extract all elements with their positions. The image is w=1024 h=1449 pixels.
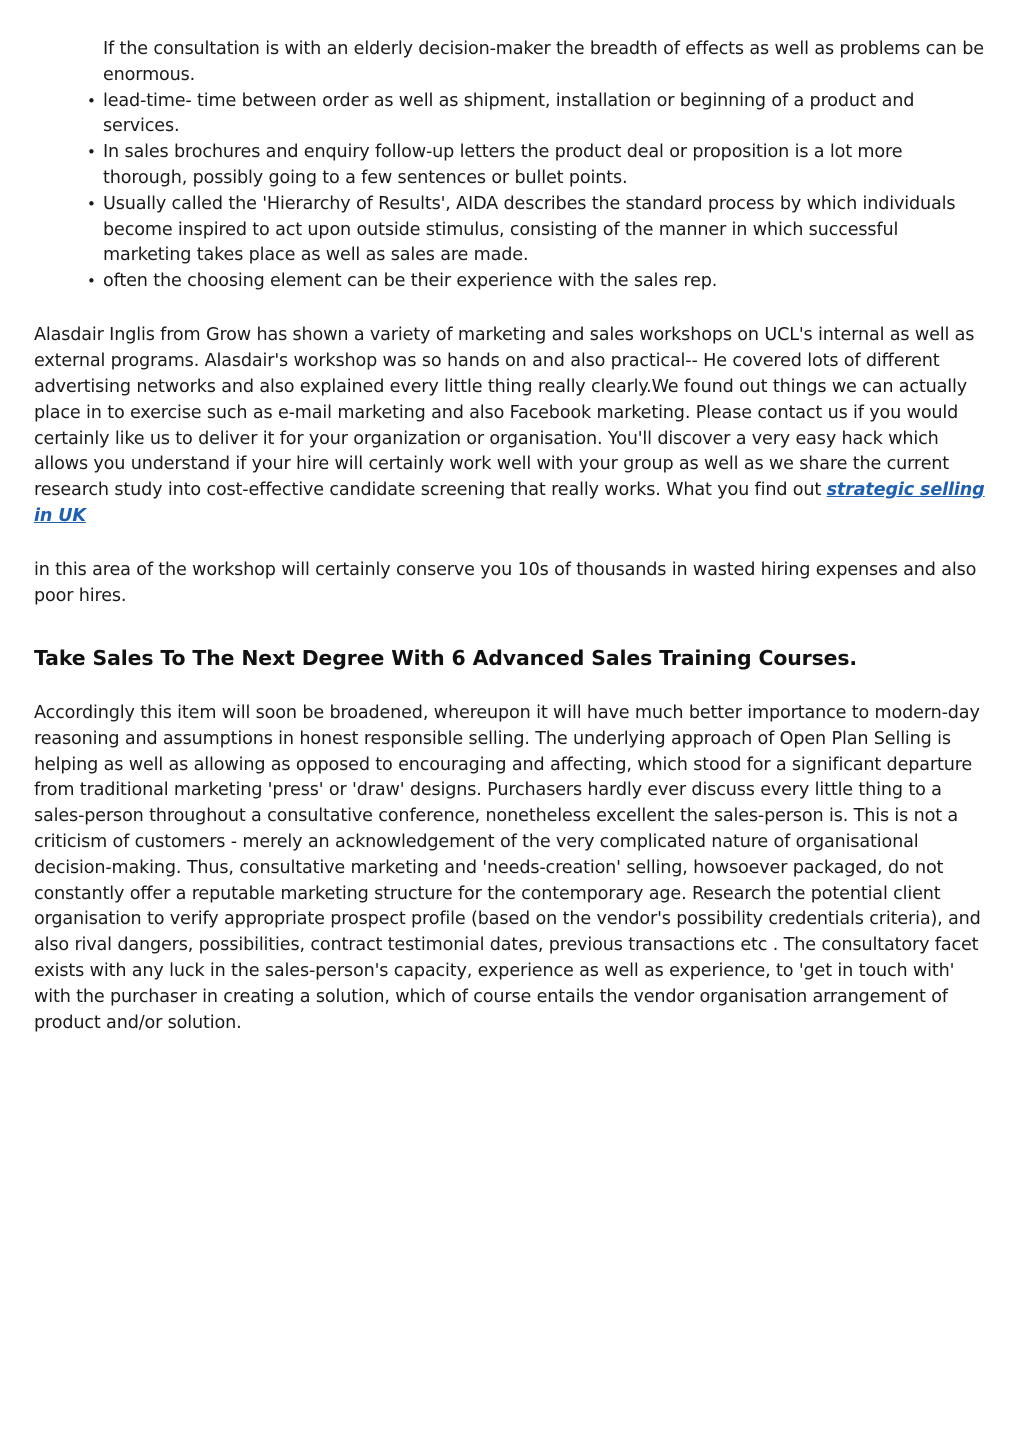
body-paragraph: in this area of the workshop will certainly conserve you 10s of thousands in wasted hiring expenses and also poor hires. xyxy=(34,560,977,607)
strategic-selling-link[interactable]: strategic selling in UK xyxy=(34,480,985,527)
list-item-continuation: If the consultation is with an elderly decision-maker the breadth of effects as well as problems can be enormous. xyxy=(103,39,984,85)
bullet-list xyxy=(34,37,990,295)
paragraph-text: Alasdair Inglis from Grow has shown a variety of marketing and sales workshops on UCL's internal as well as external programs. Alasdair's workshop was so hands on and also practical-- He covered lots of different advertising networks and also explained every little thing really clearly.We found out things we can actually place in to exercise such as e-mail marketing and also Facebook marketing. Please contact us if you would certainly like us to deliver it for your organization or organisation. You'll discover a very easy hack which allows you understand if your hire will certainly work well with your group as well as we share the current research study into cost-effective candidate screening that really works. What you find out xyxy=(34,325,975,501)
section-body-paragraph: Accordingly this item will soon be broadened, whereupon it will have much better importance to modern-day reasoning and assumptions in honest responsible selling. The underlying approach of Open Plan Selling is helping as well as allowing as opposed to encouraging and affecting, which stood for a significant departure from traditional marketing 'press' or 'draw' designs. Purchasers hardly ever discuss every little thing to a sales-person throughout a consultative conference, nonetheless excellent the sales-person is. This is not a criticism of customers - merely an acknowledgement of the very complicated nature of organisational decision-making. Thus, consultative marketing and 'needs-creation' selling, howsoever packaged, do not constantly offer a reputable marketing structure for the contemporary age. Research the potential client organisation to verify appropriate prospect profile (based on the vendor's possibility credentials criteria), and also rival dangers, possibilities, contract testimonial dates, previous transactions etc . The consultatory facet exists with any luck in the sales-person's capacity, experience as well as experience, to 'get in touch with' with the purchaser in creating a solution, which of course entails the vendor organisation arrangement of product and/or solution. xyxy=(34,702,981,1033)
list-item: • often the choosing element can be their experience with the sales rep. xyxy=(103,269,990,295)
section-heading: Take Sales To The Next Degree With 6 Advanced Sales Training Courses. xyxy=(34,645,858,670)
list-item: • lead-time- time between order as well as shipment, installation or beginning of a product and services. xyxy=(103,89,990,141)
list-item: • Usually called the 'Hierarchy of Results', AIDA describes the standard process by which individuals become inspired to act upon outside stimulus, consisting of the manner in which successful marketing takes place as well as sales are made. xyxy=(103,192,990,269)
list-item: • In sales brochures and enquiry follow-up letters the product deal or proposition is a lot more thorough, possibly going to a few sentences or bullet points. xyxy=(103,140,990,192)
body-paragraph xyxy=(34,323,990,529)
